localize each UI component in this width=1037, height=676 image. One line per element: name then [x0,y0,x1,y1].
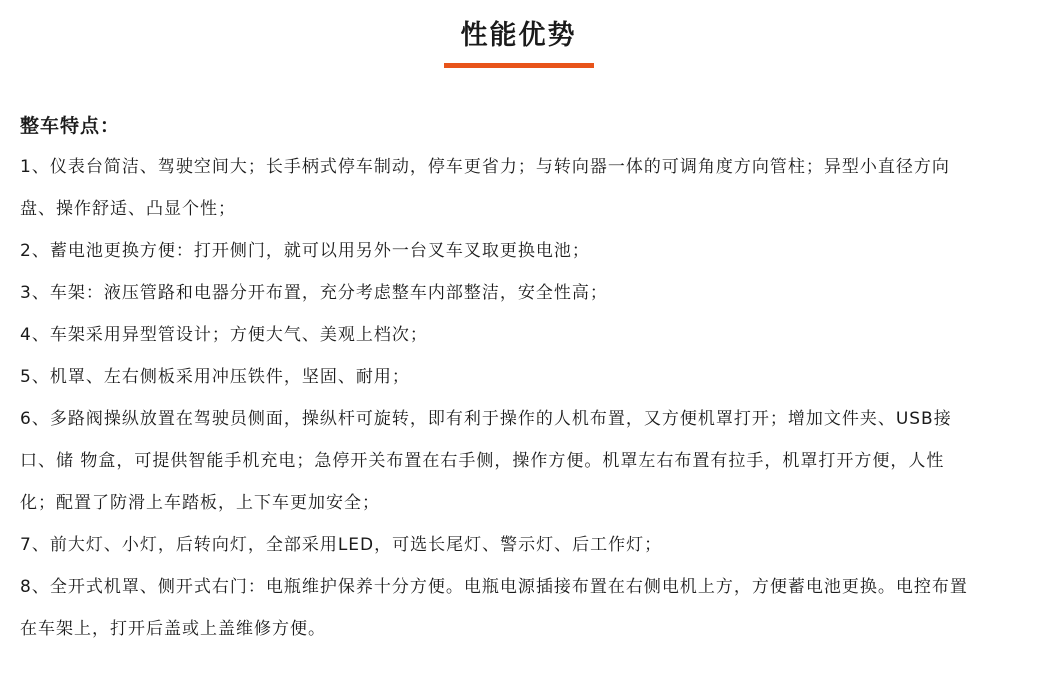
feature-item-3: 3、车架：液压管路和电器分开布置，充分考虑整车内部整洁，安全性高； [20,283,608,303]
feature-item-2: 2、蓄电池更换方便：打开侧门，就可以用另外一台叉车叉取更换电池； [20,241,590,261]
header [0,14,1037,68]
section-heading: 整车特点： [20,115,121,137]
feature-item-7: 7、前大灯、小灯，后转向灯，全部采用LED，可选长尾灯、警示灯、后工作灯； [20,535,663,555]
page-title: 性能优势 [460,20,577,51]
feature-item-4: 4、车架采用异型管设计；方便大气、美观上档次； [20,325,428,345]
content [20,106,980,650]
feature-item-5: 5、机罩、左右侧板采用冲压铁件，坚固、耐用； [20,367,410,387]
feature-item-6: 6、多路阀操纵放置在驾驶员侧面，操纵杆可旋转，即有利于操作的人机布置，又方便机罩打开；增加文件夹、USB接口、储 物盒，可提供智能手机充电；急停开关布置在右手侧，操作方便。机罩左右布置有拉手，机罩打开方便，人性化；配置了防滑上车踏板，上下车更加安全； [20,409,952,513]
title-underline [444,63,594,68]
feature-item-8: 8、全开式机罩、侧开式右门：电瓶维护保养十分方便。电瓶电源插接布置在右侧电机上方，方便蓄电池更换。电控布置在车架上，打开后盖或上盖维修方便。 [20,577,968,639]
feature-item-1: 1、仪表台简洁、驾驶空间大；长手柄式停车制动，停车更省力；与转向器一体的可调角度方向管柱；异型小直径方向盘、操作舒适、凸显个性； [20,157,950,219]
